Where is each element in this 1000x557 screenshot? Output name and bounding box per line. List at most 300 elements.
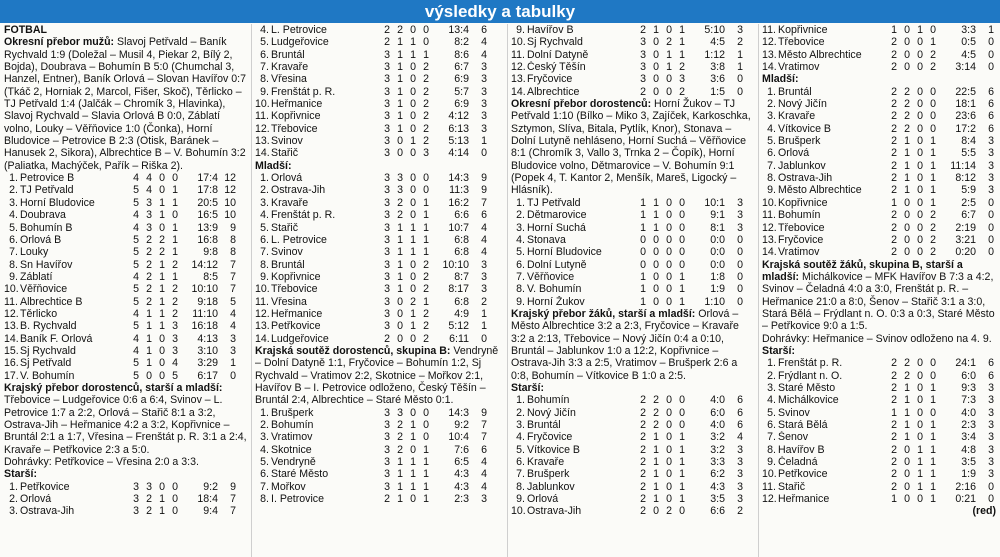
played-cell: 3	[384, 73, 390, 86]
played-cell: 3	[384, 85, 390, 98]
draws-cell: 0	[410, 406, 416, 419]
team-name-cell: Kopřivnice	[271, 270, 321, 283]
draws-cell: 0	[410, 443, 416, 456]
table-row	[255, 24, 504, 36]
score-cell: 6:9	[454, 98, 469, 111]
table-row	[4, 357, 248, 369]
rank-cell: 5.	[767, 406, 776, 419]
points-cell: 4	[230, 307, 236, 320]
score-cell: 3:4	[961, 431, 976, 444]
rank-cell: 3.	[516, 221, 525, 234]
losses-cell: 1	[172, 270, 178, 283]
score-cell: 8:1	[710, 221, 725, 234]
wins-cell: 0	[653, 283, 659, 296]
table-row	[762, 234, 996, 246]
competition-name: Okresní přebor mužů:	[4, 36, 115, 49]
table-row	[762, 172, 996, 184]
played-cell: 2	[384, 332, 390, 345]
points-cell: 4	[230, 320, 236, 333]
table-row	[762, 160, 996, 172]
team-name-cell: Bruntál	[271, 48, 305, 61]
table-row	[762, 147, 996, 159]
draws-cell: 0	[159, 344, 165, 357]
table-row	[255, 283, 504, 295]
points-cell: 6	[988, 98, 994, 111]
draws-cell: 0	[917, 85, 923, 98]
losses-cell: 3	[172, 344, 178, 357]
score-cell: 9:4	[203, 505, 218, 518]
score-cell: 4:5	[710, 36, 725, 49]
score-cell: 9:8	[203, 246, 218, 259]
team-name-cell: Albrechtice	[527, 85, 580, 98]
played-cell: 3	[384, 307, 390, 320]
played-cell: 2	[891, 394, 897, 407]
points-cell: 3	[481, 258, 487, 271]
losses-cell: 0	[930, 85, 936, 98]
losses-cell: 1	[930, 480, 936, 493]
results-paragraph	[762, 333, 996, 345]
played-cell: 3	[384, 246, 390, 259]
losses-cell: 1	[172, 221, 178, 234]
table-row	[4, 172, 248, 184]
wins-cell: 3	[146, 221, 152, 234]
wins-cell: 1	[653, 456, 659, 469]
table-row	[4, 481, 248, 493]
rank-cell: 4.	[260, 24, 269, 36]
score-cell: 4:14	[448, 147, 469, 160]
rank-cell: 8.	[516, 283, 525, 296]
points-cell: 3	[737, 196, 743, 209]
points-cell: 1	[481, 307, 487, 320]
rank-cell: 4.	[260, 209, 269, 222]
rank-cell: 14.	[255, 332, 270, 345]
team-name-cell: Fryčovice	[527, 73, 573, 86]
table-row	[762, 123, 996, 135]
team-name-cell: Skotnice	[271, 443, 312, 456]
section-heading: Mladší:	[255, 159, 292, 172]
score-cell: 3:14	[955, 61, 976, 74]
wins-cell: 0	[146, 369, 152, 382]
draws-cell: 0	[159, 369, 165, 382]
played-cell: 2	[384, 24, 390, 36]
draws-cell: 1	[666, 48, 672, 61]
losses-cell: 1	[423, 209, 429, 222]
rank-cell: 10.	[255, 98, 270, 111]
score-cell: 4:13	[197, 332, 218, 345]
losses-cell: 2	[423, 332, 429, 345]
draws-cell: 0	[917, 381, 923, 394]
score-cell: 1:9	[710, 283, 725, 296]
rank-cell: 9.	[516, 295, 525, 308]
rank-cell: 1.	[767, 85, 776, 98]
draws-cell: 0	[410, 61, 416, 74]
points-cell: 1	[230, 357, 236, 370]
losses-cell: 1	[679, 48, 685, 61]
rank-cell: 9.	[767, 456, 776, 469]
played-cell: 3	[384, 221, 390, 234]
wins-cell: 0	[904, 24, 910, 36]
score-cell: 5:12	[448, 320, 469, 333]
losses-cell: 2	[172, 283, 178, 296]
wins-cell: 0	[904, 196, 910, 209]
rank-cell: 12.	[255, 307, 270, 320]
score-cell: 2:19	[955, 221, 976, 234]
played-cell: 3	[384, 406, 390, 419]
results-paragraph	[4, 456, 248, 468]
losses-cell: 0	[679, 505, 685, 518]
points-cell: 0	[481, 332, 487, 345]
results-paragraph	[4, 382, 248, 456]
played-cell: 2	[891, 98, 897, 111]
played-cell: 3	[384, 456, 390, 469]
wins-cell: 0	[653, 246, 659, 259]
table-row	[762, 184, 996, 196]
table-row	[255, 259, 504, 271]
wins-cell: 1	[653, 24, 659, 36]
losses-cell: 0	[172, 172, 178, 185]
played-cell: 2	[640, 493, 646, 506]
team-name-cell: Vendryně	[271, 456, 316, 469]
wins-cell: 1	[146, 357, 152, 370]
team-name-cell: Havířov B	[527, 24, 574, 36]
table-row	[255, 209, 504, 221]
team-name-cell: V. Bohumín	[20, 369, 75, 382]
rank-cell: 14.	[511, 85, 526, 98]
played-cell: 1	[640, 221, 646, 234]
rank-cell: 10.	[511, 505, 526, 518]
wins-cell: 1	[397, 480, 403, 493]
team-name-cell: Michálkovice	[778, 394, 839, 407]
points-cell: 7	[481, 419, 487, 431]
losses-cell: 1	[930, 431, 936, 444]
draws-cell: 0	[410, 184, 416, 197]
table-row	[511, 456, 755, 468]
played-cell: 3	[384, 468, 390, 481]
draws-cell: 0	[917, 419, 923, 431]
played-cell: 3	[384, 283, 390, 296]
team-name-cell: Třebovice	[778, 221, 825, 234]
points-cell: 3	[737, 493, 743, 506]
wins-cell: 1	[397, 493, 403, 506]
played-cell: 3	[640, 36, 646, 49]
score-cell: 16:2	[448, 196, 469, 209]
score-cell: 3:6	[710, 73, 725, 86]
rank-cell: 2.	[260, 184, 269, 197]
points-cell: 9	[481, 406, 487, 419]
played-cell: 3	[384, 61, 390, 74]
draws-cell: 0	[666, 493, 672, 506]
score-cell: 17:4	[197, 172, 218, 185]
points-cell: 3	[988, 381, 994, 394]
wins-cell: 0	[653, 73, 659, 86]
played-cell: 5	[133, 357, 139, 370]
losses-cell: 0	[930, 24, 936, 36]
results-column-3	[509, 24, 757, 557]
score-cell: 7:3	[961, 394, 976, 407]
score-cell: 6:0	[710, 406, 725, 419]
team-name-cell: Orlová	[527, 493, 559, 506]
score-cell: 3:3	[961, 24, 976, 36]
match-results-text: Třebovice – Ludgeřovice 0:6 a 6:4, Svinov – L. Petrovice 1:7 a 2:2, Orlová – Stařič 8:1 a 3:2, Ostrava-Jih – Heřmanice 4:2 a 3:2, Kopřivnice – Bruntál 2:1 a 1:7, Vřesina – Frenštát p. R. 3:1 a 2:4, Kravaře – Petřkovice 2:3 a 5:0.	[4, 394, 247, 456]
rank-cell: 1.	[9, 480, 18, 493]
losses-cell: 1	[172, 233, 178, 246]
rank-cell: 7.	[9, 246, 18, 259]
rank-cell: 1.	[767, 357, 776, 370]
table-row	[762, 49, 996, 61]
competition-name: Krajská soutěž žáků, skupina B, starší a mladší:	[762, 258, 963, 283]
losses-cell: 0	[930, 357, 936, 370]
team-name-cell: Ostrava-Jih	[527, 505, 582, 518]
table-row	[511, 197, 755, 209]
table-row	[255, 246, 504, 258]
standings-table	[511, 394, 755, 517]
table-row	[4, 296, 248, 308]
draws-cell: 0	[917, 61, 923, 74]
score-cell: 3:5	[710, 493, 725, 506]
draws-cell: 0	[159, 172, 165, 185]
match-results-text: Dohrávky: Heřmanice – Svinov odloženo na 4. 9.	[762, 332, 992, 345]
table-row	[255, 147, 504, 159]
points-cell: 3	[988, 159, 994, 172]
column-divider	[758, 24, 759, 557]
team-name-cell: Fryčovice	[778, 233, 824, 246]
wins-cell: 2	[146, 233, 152, 246]
results-column-2	[253, 24, 506, 557]
losses-cell: 1	[679, 283, 685, 296]
standings-table	[762, 24, 996, 73]
table-row	[255, 135, 504, 147]
points-cell: 2	[481, 295, 487, 308]
wins-cell: 3	[397, 406, 403, 419]
losses-cell: 2	[930, 61, 936, 74]
rank-cell: 8.	[260, 258, 269, 271]
played-cell: 1	[640, 283, 646, 296]
losses-cell: 1	[172, 196, 178, 209]
team-name-cell: Věřňovice	[527, 270, 575, 283]
losses-cell: 1	[423, 493, 429, 506]
wins-cell: 1	[653, 431, 659, 444]
played-cell: 3	[384, 98, 390, 111]
team-name-cell: Dětmarovice	[527, 209, 587, 222]
played-cell: 3	[384, 443, 390, 456]
losses-cell: 1	[930, 456, 936, 469]
points-cell: 0	[988, 246, 994, 259]
draws-cell: 0	[666, 406, 672, 419]
losses-cell: 0	[423, 419, 429, 431]
rank-cell: 2.	[767, 369, 776, 382]
wins-cell: 3	[397, 184, 403, 197]
match-results-text: Orlová – Město Albrechtice 3:2 a 2:3, Fryčovice – Kravaře 3:2 a 2:13, Třebovice – Nový Jičín 0:4 a 0:10, Bruntál – Jablunkov 1:0 a 12:2, Kopřivnice – Ostrava-Jih 3:3 a 2:5, Vratimov – Brušperk 2:6 a 0:8, Bohumín – Vítkovice B 1:0 a 2:5.	[511, 307, 739, 382]
draws-cell: 0	[410, 85, 416, 98]
table-row	[255, 296, 504, 308]
rank-cell: 2.	[767, 98, 776, 111]
rank-cell: 12.	[762, 493, 777, 506]
wins-cell: 1	[146, 332, 152, 345]
rank-cell: 4.	[260, 443, 269, 456]
team-name-cell: Horní Žukov	[527, 295, 585, 308]
competition-name: Krajský přebor dorostenců, starší a mladší:	[4, 381, 223, 394]
points-cell: 3	[737, 456, 743, 469]
team-name-cell: Fryčovice	[527, 431, 573, 444]
played-cell: 5	[133, 258, 139, 271]
score-cell: 1:5	[710, 85, 725, 98]
points-cell: 3	[988, 147, 994, 160]
table-row	[762, 493, 996, 505]
points-cell: 7	[230, 493, 236, 506]
draws-cell: 1	[917, 443, 923, 456]
table-row	[255, 419, 504, 431]
team-name-cell: Frenštát p. R.	[778, 357, 843, 370]
table-row	[255, 234, 504, 246]
points-cell: 3	[988, 456, 994, 469]
played-cell: 4	[133, 344, 139, 357]
table-row	[255, 86, 504, 98]
rank-cell: 9.	[9, 270, 18, 283]
score-cell: 5:10	[704, 24, 725, 36]
competition-name: Krajský přebor žáků, starší a mladší:	[511, 307, 696, 320]
losses-cell: 3	[423, 147, 429, 160]
rank-cell: 7.	[516, 270, 525, 283]
wins-cell: 2	[146, 246, 152, 259]
table-row	[4, 308, 248, 320]
rank-cell: 4.	[516, 233, 525, 246]
wins-cell: 3	[397, 172, 403, 185]
points-cell: 6	[988, 122, 994, 135]
rank-cell: 13.	[255, 320, 270, 333]
wins-cell: 1	[653, 480, 659, 493]
losses-cell: 5	[172, 369, 178, 382]
losses-cell: 1	[930, 36, 936, 49]
wins-cell: 0	[397, 332, 403, 345]
wins-cell: 0	[653, 258, 659, 271]
team-name-cell: Sj Rychvald	[20, 344, 76, 357]
wins-cell: 0	[904, 233, 910, 246]
losses-cell: 1	[423, 246, 429, 259]
score-cell: 18:4	[197, 493, 218, 506]
played-cell: 2	[640, 24, 646, 36]
played-cell: 2	[891, 357, 897, 370]
score-cell: 2:3	[961, 419, 976, 431]
rank-cell: 1.	[260, 172, 269, 185]
rank-cell: 14.	[762, 246, 777, 259]
score-cell: 3:5	[961, 456, 976, 469]
table-row	[255, 49, 504, 61]
losses-cell: 1	[930, 394, 936, 407]
points-cell: 0	[737, 295, 743, 308]
team-name-cell: Frenštát p. R.	[271, 85, 336, 98]
losses-cell: 0	[679, 258, 685, 271]
team-name-cell: Orlová	[20, 493, 52, 506]
rank-cell: 4.	[767, 122, 776, 135]
score-cell: 4:5	[961, 48, 976, 61]
score-cell: 8:5	[203, 270, 218, 283]
score-cell: 0:0	[710, 258, 725, 271]
wins-cell: 0	[653, 233, 659, 246]
losses-cell: 1	[172, 184, 178, 197]
team-name-cell: Vratimov	[778, 246, 820, 259]
table-row	[255, 197, 504, 209]
losses-cell: 0	[679, 394, 685, 407]
losses-cell: 1	[423, 468, 429, 481]
points-cell: 3	[988, 184, 994, 197]
points-cell: 3	[481, 73, 487, 86]
team-name-cell: Vítkovice B	[778, 122, 831, 135]
score-cell: 11:10	[192, 307, 218, 320]
played-cell: 5	[133, 283, 139, 296]
table-row	[762, 481, 996, 493]
wins-cell: 0	[904, 468, 910, 481]
points-cell: 3	[737, 221, 743, 234]
wins-cell: 2	[397, 443, 403, 456]
losses-cell: 1	[423, 480, 429, 493]
points-cell: 3	[737, 443, 743, 456]
losses-cell: 1	[423, 196, 429, 209]
team-name-cell: Stařič	[271, 147, 299, 160]
wins-cell: 0	[653, 36, 659, 49]
table-row	[762, 444, 996, 456]
team-name-cell: Vratimov	[271, 431, 313, 444]
score-cell: 9:18	[197, 295, 218, 308]
rank-cell: 8.	[767, 443, 776, 456]
score-cell: 17:8	[197, 184, 218, 197]
team-name-cell: Kravaře	[778, 110, 816, 123]
points-cell: 3	[737, 209, 743, 222]
table-row	[762, 456, 996, 468]
wins-cell: 1	[146, 307, 152, 320]
wins-cell: 0	[904, 61, 910, 74]
draws-cell: 1	[410, 456, 416, 469]
rank-cell: 2.	[516, 209, 525, 222]
rank-cell: 2.	[260, 419, 269, 431]
played-cell: 2	[891, 221, 897, 234]
points-cell: 3	[988, 443, 994, 456]
draws-cell: 1	[666, 61, 672, 74]
team-name-cell: Ludgeřovice	[271, 332, 329, 345]
table-row	[511, 73, 755, 85]
team-name-cell: Město Albrechtice	[778, 48, 862, 61]
played-cell: 4	[133, 172, 139, 185]
rank-cell: 1.	[9, 172, 18, 185]
draws-cell: 0	[410, 98, 416, 111]
points-cell: 3	[988, 468, 994, 481]
wins-cell: 0	[904, 443, 910, 456]
losses-cell: 0	[423, 172, 429, 185]
team-name-cell: Louky	[20, 246, 49, 259]
points-cell: 0	[737, 258, 743, 271]
losses-cell: 1	[930, 147, 936, 160]
score-cell: 0:0	[710, 233, 725, 246]
table-row	[255, 444, 504, 456]
wins-cell: 1	[904, 419, 910, 431]
rank-cell: 6.	[767, 419, 776, 431]
wins-cell: 1	[904, 431, 910, 444]
team-name-cell: Petřkovice	[20, 480, 70, 493]
team-name-cell: Petrovice B	[20, 172, 75, 185]
played-cell: 2	[891, 85, 897, 98]
table-row	[4, 271, 248, 283]
table-row	[511, 283, 755, 295]
table-row	[511, 505, 755, 517]
rank-cell: 11.	[762, 209, 776, 222]
rank-cell: 5.	[516, 443, 525, 456]
table-row	[762, 468, 996, 480]
score-cell: 8:4	[961, 135, 976, 148]
losses-cell: 1	[423, 48, 429, 61]
draws-cell: 0	[917, 246, 923, 259]
table-row	[255, 481, 504, 493]
team-name-cell: Věřňovice	[20, 283, 68, 296]
points-cell: 1	[481, 135, 487, 148]
